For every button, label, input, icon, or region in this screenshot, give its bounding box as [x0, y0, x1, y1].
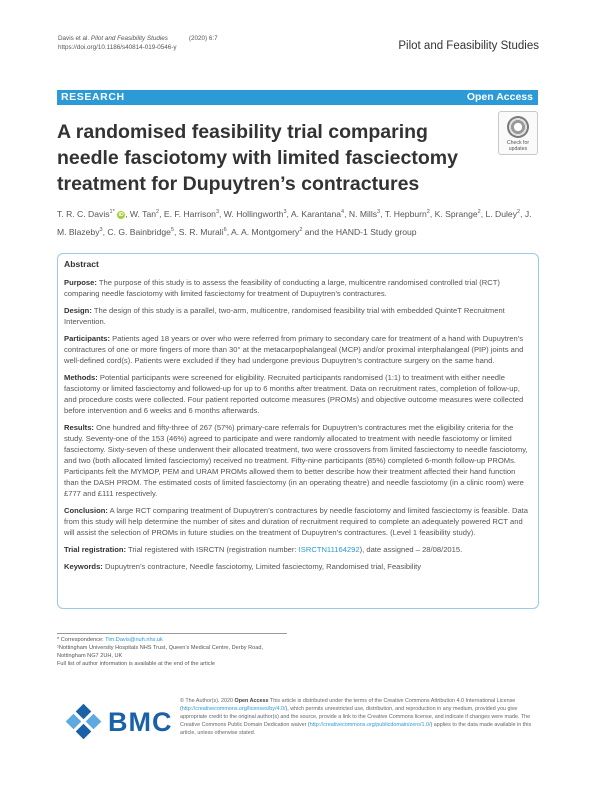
- author-name: E. F. Harrison: [163, 208, 216, 219]
- abstract-section: [64, 422, 532, 499]
- author: [179, 227, 227, 237]
- author: [349, 209, 380, 219]
- author-affiliation-mark: 2: [477, 209, 481, 215]
- open-access-label: Open Access: [466, 91, 533, 103]
- author: [164, 209, 219, 219]
- author-name: J. M. Blazeby: [57, 208, 532, 237]
- author-name: S. R. Murali: [178, 226, 224, 237]
- check-for-updates-line1: Check for: [506, 140, 530, 146]
- author-affiliation-mark: 2: [426, 209, 430, 215]
- journal-name: Pilot and Feasibility Studies: [398, 40, 539, 52]
- copyright: © The Author(s). 2020: [180, 698, 234, 704]
- citation-authors: Davis et al.: [58, 35, 90, 42]
- abstract-sections: [64, 277, 532, 538]
- abstract-section-label: Design:: [64, 306, 92, 315]
- license-text-2: ), which permits unrestricted use, distribution, and reproduction in any medium, provided you give appropriate credit to the original author(s) and the source, provide a link to the Creative Commons license, and indicate if changes were made. The Creative Commons Public Domain Dedication waiver (: [180, 706, 531, 728]
- author: [305, 227, 417, 237]
- bmc-logo: [64, 703, 174, 743]
- abstract-section: [64, 505, 532, 538]
- author-name: A. Karantana: [290, 208, 342, 219]
- author-affiliation-mark: 3: [377, 209, 381, 215]
- abstract-heading: Abstract: [64, 259, 99, 269]
- abstract-box: [57, 253, 539, 609]
- author-affiliation-mark: 1*: [109, 209, 115, 215]
- correspondence-label: * Correspondence:: [57, 637, 104, 643]
- trial-registration-date: ), date assigned – 28/08/2015.: [359, 545, 463, 554]
- license-text-3: ) applies to the data made available in this article, unless otherwise stated.: [180, 722, 532, 736]
- author-name: T. Hepburn: [384, 208, 427, 219]
- citation-year-volume: (2020) 6:7: [188, 35, 218, 42]
- running-header-citation: [58, 34, 218, 52]
- citation-journal: Pilot and Feasibility Studies: [90, 35, 168, 42]
- section-bar: [57, 90, 538, 105]
- author: [231, 227, 302, 237]
- abstract-section-text: A large RCT comparing treatment of Dupuytren’s contractures by needle fasciotomy and limited fasciectomy is feasible. Data from this study will help determine the number of sites and duration of recruitment required to complete an adequately powered RCT and will assist the selection of PROMs in future studies on the treatment of Dupuytren’s contractures. (Level 1 feasibility study).: [64, 506, 528, 537]
- trial-registration: [64, 544, 532, 555]
- article-title: A randomised feasibility trial comparing needle fasciotomy with limited fasciectomy treatment for Dupuytren’s contractures: [57, 121, 458, 195]
- correspondence-email[interactable]: Tim.Davis@nuh.nhs.uk: [105, 637, 163, 643]
- abstract-section-label: Results:: [64, 423, 94, 432]
- author: [224, 209, 287, 219]
- abstract-section: [64, 277, 532, 299]
- author-list: T. R. C. Davis$^{1*}$ iD , W. Tan$^2$, E. F. Harrison$^3$, W. Hollingworth$^3$, A. Karantana$^4$, N. Mills$^3$, T. Hepburn$^2$, K. Sprange$^2$, L. Duley$^2$, J. M. Blazeby$^3$, C. G. Bainbridge$^5$, S. R. Murali$^6$, A. A. Montgomery$^2$ and the HAND-1 Study group: [57, 208, 532, 237]
- cc-zero-link[interactable]: http://creativecommons.org/publicdomain/zero/1.0/: [309, 722, 431, 728]
- abstract-section-label: Methods:: [64, 373, 98, 382]
- author: [435, 209, 481, 219]
- license-open-access: Open Access: [234, 698, 269, 704]
- keywords: [64, 561, 532, 572]
- abstract-section-text: Potential participants were screened for eligibility. Recruited participants randomised (1:1) to treatment with either needle fasciotomy or limited fasciectomy and followed-up for up to 6 months after treatment. Data on recruitment rates, completion of follow-up, and procedure costs were collected. Four patient reported outcome measures (PROMs) and objective outcome measures were collected before intervention and 6 weeks and 6 months afterwards.: [64, 373, 524, 415]
- abstract-section-text: Patients aged 18 years or over who were referred from primary to secondary care for treatment of a hand with Dupuytren’s contractures of one or more fingers of more than 30° at the metacarpophalangeal (MCP) and/or proximal interphalangeal (PIP) joints and well-defined cord(s). Patients were excluded if they had undergone previous Dupuytren’s contracture surgery on the same hand.: [64, 334, 524, 365]
- abstract-section: [64, 333, 532, 366]
- author: [130, 209, 159, 219]
- author-affiliation-mark: 2: [517, 209, 521, 215]
- author-name: N. Mills: [348, 208, 378, 219]
- check-for-updates-icon: [507, 116, 529, 138]
- author-name: W. Hollingworth: [223, 208, 284, 219]
- author: [291, 209, 344, 219]
- cc-by-link[interactable]: http://creativecommons.org/licenses/by/4.0/: [181, 706, 286, 712]
- author-affiliation-mark: 3: [99, 226, 103, 233]
- keywords-text: Dupuytren’s contracture, Needle fasciotomy, Limited fasciectomy, Randomised trial, Feasibility: [104, 562, 422, 571]
- orcid-icon[interactable]: iD: [118, 211, 124, 218]
- author: [107, 227, 174, 237]
- abstract-section-text: The purpose of this study is to assess the feasibility of conducting a large, multicentre randomised controlled trial (RCT) comparing needle fasciotomy with limited fasciectomy for treatment of Dupuytren’s contractures.: [64, 278, 500, 298]
- bmc-logo-text: BMC: [108, 707, 173, 737]
- author-affiliation-mark: 6: [223, 226, 227, 233]
- footnote: [57, 633, 287, 668]
- bmc-logo-mark: [76, 724, 92, 740]
- author-name: W. Tan: [129, 208, 157, 219]
- author-affiliation-mark: 3: [283, 209, 287, 215]
- author-affiliation-mark: 2: [299, 226, 303, 233]
- abstract-section: [64, 372, 532, 416]
- abstract-section-label: Conclusion:: [64, 506, 108, 515]
- abstract-section-label: Purpose:: [64, 278, 97, 287]
- doi-link[interactable]: https://doi.org/10.1186/s40814-019-0546-y: [58, 44, 177, 51]
- abstract-section: [64, 305, 532, 327]
- author-affiliation-mark: 5: [170, 226, 174, 233]
- author: [385, 209, 430, 219]
- check-for-updates-line2: updates: [508, 146, 528, 152]
- author-affiliation-mark: 4: [341, 209, 345, 215]
- author-name: and the HAND-1 Study group: [304, 226, 417, 237]
- check-for-updates-button[interactable]: [498, 111, 538, 155]
- author-name: K. Sprange: [434, 208, 478, 219]
- author-name: T. R. C. Davis: [57, 208, 110, 219]
- bmc-logo-mark: [86, 714, 102, 730]
- author-affiliation-mark: 3: [215, 209, 219, 215]
- trial-registration-text: Trial registered with ISRCTN (registration number:: [128, 545, 297, 554]
- abstract-section-text: The design of this study is a parallel, two-arm, multicentre, randomised feasibility trial with embedded QuinteT Recruitment Intervention.: [64, 306, 505, 326]
- section-label: RESEARCH: [61, 91, 125, 103]
- author-name: L. Duley: [485, 208, 517, 219]
- affiliation: ¹Nottingham University Hospitals NHS Trust, Queen’s Medical Centre, Derby Road, Nottingham NG7 2UH, UK: [57, 645, 264, 659]
- isrctn-link[interactable]: ISRCTN11164292: [298, 545, 360, 554]
- license-statement: [180, 697, 540, 737]
- trial-registration-label: Trial registration:: [64, 545, 127, 554]
- author-name: C. G. Bainbridge: [107, 226, 171, 237]
- author: [57, 209, 125, 219]
- author: [485, 209, 520, 219]
- author-name: A. A. Montgomery: [231, 226, 300, 237]
- abstract-section-text: One hundred and fifty-three of 267 (57%) primary-care referrals for Dupuytren’s contractures met the eligibility criteria for the study. Seventy-one of the 153 (46%) agreed to participate and were randomly allocated to treatment with needle fasciotomy or limited fasciectomy. Sixty-seven of these underwent their allocated treatment, two were crossovers from limited fasciectomy to needle fasciotomy, and two (both allocated limited fasciectomy) received no treatment. Fifty-nine participants (85%) completed 6-month follow-up PROMs. Participants felt the MYMOP, PEM and URAM PROMs allowed them to better describe how their treatment affected their hand function than the DASH PROM. The estimated costs of limited fasciectomy (in an operating theatre) and needle fasciotomy (in a clinic room) were £777 and £111 respectively.: [64, 423, 528, 498]
- author-info-note: Full list of author information is available at the end of the article: [57, 661, 215, 667]
- author-affiliation-mark: 2: [156, 209, 160, 215]
- abstract-section-label: Participants:: [64, 334, 110, 343]
- keywords-label: Keywords:: [64, 562, 103, 571]
- license-text-1: This article is distributed under the terms of the Creative Commons Attribution 4.0 International License (: [180, 698, 516, 712]
